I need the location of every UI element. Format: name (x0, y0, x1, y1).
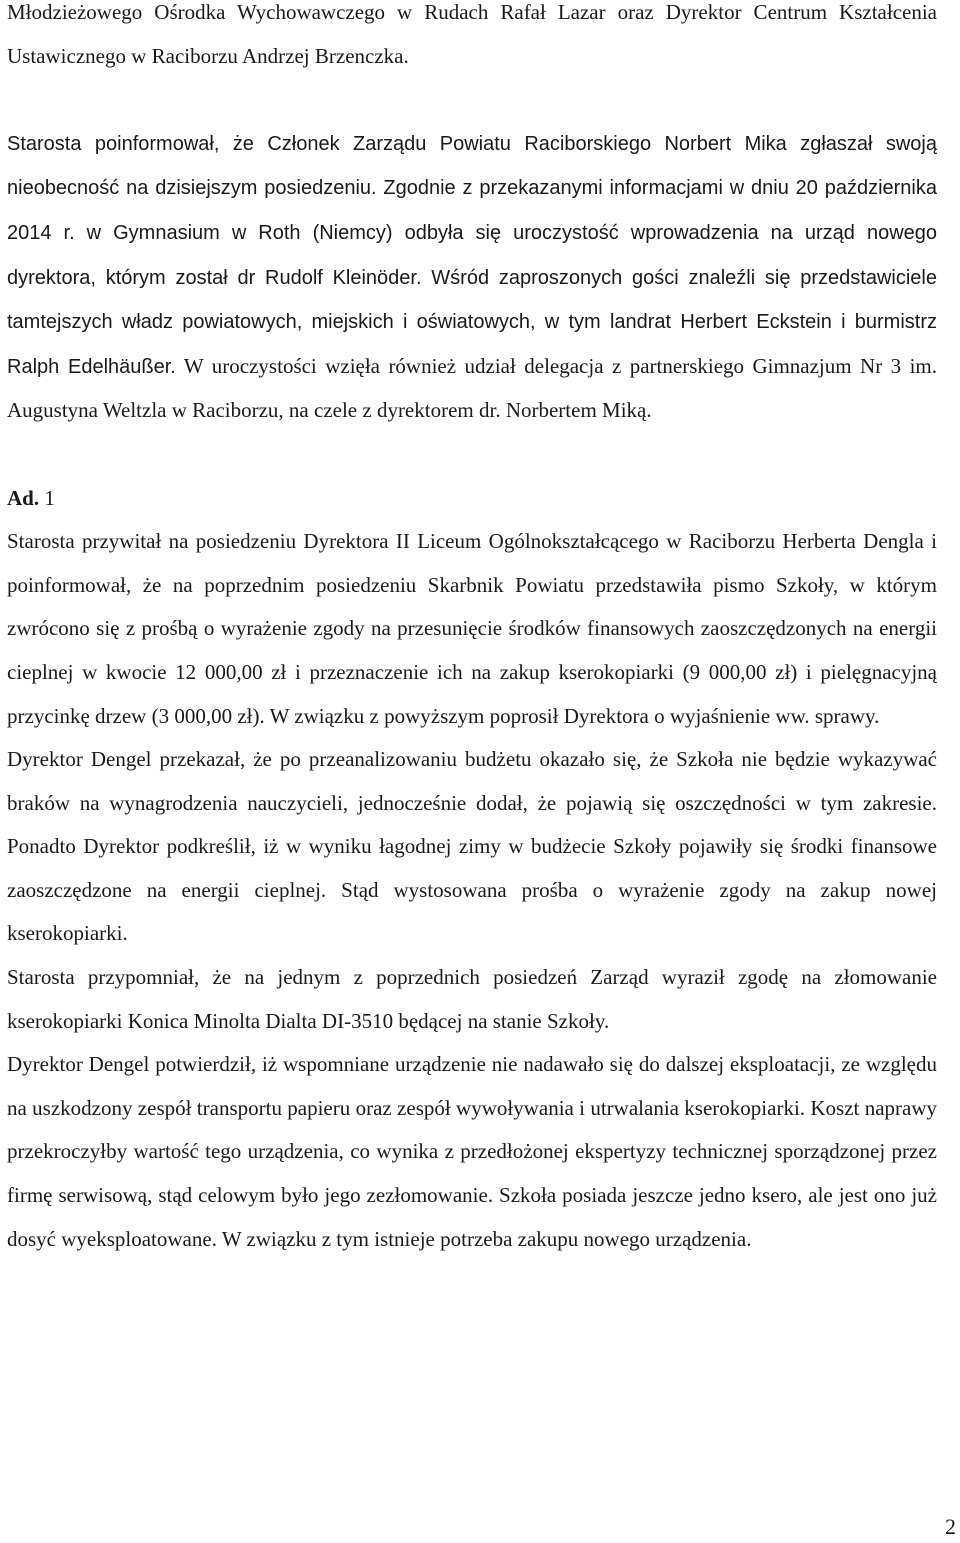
paragraph-spacer (7, 78, 937, 122)
section-paragraph-4: Dyrektor Dengel potwierdził, iż wspomniane urządzenie nie nadawało się do dalszej eksploatacji, ze względu na uszkodzony zespół transportu papieru oraz zespół wywoływania i utrwalania kserokopiarki. Koszt naprawy przekroczyłby wartość tego urządzenia, co wynika z przedłożonej ekspertyzy technicznej sporządzonej przez firmę serwisową, stąd celowym było jego zezłomowanie. Szkoła posiada jeszcze jedno ksero, ale jest ono już dosyć wyeksploatowane. W związku z tym istnieje potrzeba zakupu nowego urządzenia. (7, 1052, 937, 1251)
section-heading (7, 477, 937, 521)
starosta-info-text-1: Starosta poinformował, że Członek Zarządu Powiatu Raciborskiego Norbert Mika zgłaszał swoją nieobecność na dzisiejszym posiedzeniu. Zgodnie z przekazanymi informacjami w dniu 20 października 2014 r. (7, 132, 937, 244)
section-heading-label: Ad. (7, 485, 40, 510)
page-number: 2 (945, 1514, 956, 1539)
paragraph-spacer (7, 433, 937, 477)
section-heading-number: 1 (44, 485, 55, 510)
section-paragraph-1: Starosta przywitał na posiedzeniu Dyrektora II Liceum Ogólnokształcącego w Raciborzu Herberta Dengla i poinformował, że na poprzednim posiedzeniu Skarbnik Powiatu przedstawiła pismo Szkoły, w którym zwrócono się z prośbą o wyrażenie zgody na przesunięcie środków finansowych zaoszczędzonych na energii cieplnej w kwocie 12 000,00 zł i przeznaczenie ich na zakup kserokopiarki (9 000,00 zł) i pielęgnacyjną przycinkę drzew (3 000,00 zł). W związku z powyższym poprosił Dyrektora o wyjaśnienie ww. sprawy. (7, 529, 937, 728)
starosta-info-text-4: W uroczystości wzięła również udział delegacja z partnerskiego Gimnazjum Nr 3 im. Augustyna Weltzla w Raciborzu, na czele z dyrektorem dr. Norbertem Miką. (7, 353, 937, 423)
starosta-info-paragraph (7, 122, 937, 433)
section-paragraph-2: Dyrektor Dengel przekazał, że po przeanalizowaniu budżetu okazało się, że Szkoła nie będzie wykazywać braków na wynagrodzenia nauczycieli, jednocześnie dodał, że pojawią się oszczędności w tym zakresie. Ponadto Dyrektor podkreślił, iż w wyniku łagodnej zimy w budżecie Szkoły pojawiły się środki finansowe zaoszczędzone na energii cieplnej. Stąd wystosowana prośba o wyrażenie zgody na zakup nowej kserokopiarki. (7, 747, 937, 946)
section-paragraph-3: Starosta przypomniał, że na jednym z poprzednich posiedzeń Zarząd wyraził zgodę na złomowanie kserokopiarki Konica Minolta Dialta DI-3510 będącej na stanie Szkoły. (7, 965, 937, 1033)
starosta-info-text-2: w Gymnasium w Roth (Niemcy) odbyła się uroczystość wprowadzenia na urząd nowego dyrektora, którym został dr Rudolf Kleinöder. (7, 221, 938, 289)
starosta-info-text-3: Wśród zaproszonych gości znaleźli się przedstawiciele tamtejszych władz powiatowych, miejskich i oświatowych, w tym landrat Herbert Eckstein i burmistrz Ralph Edelhäußer. (7, 266, 937, 378)
intro-paragraph: Młodzieżowego Ośrodka Wychowawczego w Rudach Rafał Lazar oraz Dyrektor Centrum Kształcenia Ustawicznego w Raciborzu Andrzej Brzenczka. (7, 0, 937, 68)
document-page (7, 0, 937, 1261)
